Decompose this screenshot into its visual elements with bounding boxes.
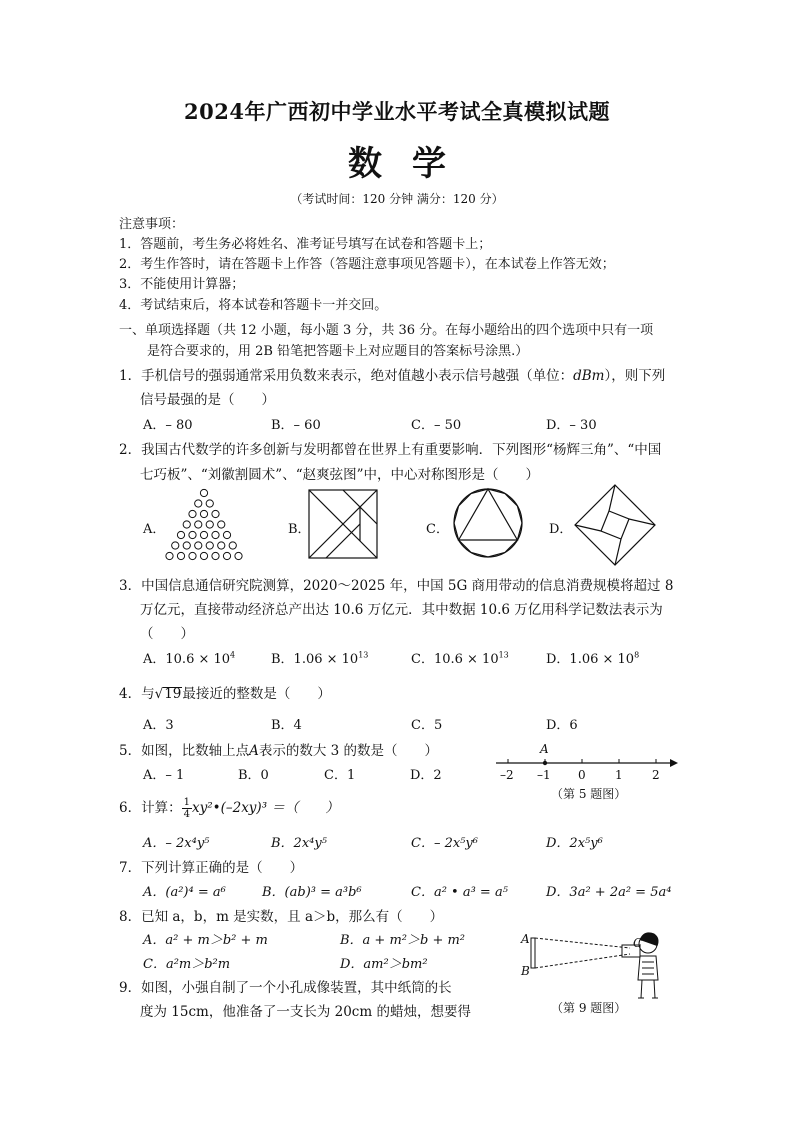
q8-option-c: C．a²m＞b²m — [143, 957, 231, 972]
sqrt-radicand: 19 — [164, 686, 182, 702]
q4-option-a: A．3 — [143, 718, 174, 733]
axis-tick-label: 2 — [652, 768, 660, 782]
question-7: 7．下列计算正确的是（ ） — [119, 860, 304, 876]
figure-9-caption: （第 9 题图） — [551, 1001, 627, 1015]
note-item-4: 4．考试结束后，将本试卷和答题卡一并交回。 — [119, 298, 388, 313]
q3-option-d: D．$1.06 \times 10^8$ — [546, 650, 640, 667]
figure-5-caption: （第 5 题图） — [551, 787, 627, 801]
triangle-dot — [218, 521, 225, 528]
question-4: 4．与√19最接近的整数是（ ） — [119, 686, 331, 702]
q2-label-a: A． — [143, 522, 166, 537]
fraction: $\frac{1}{4}$ — [183, 797, 190, 820]
figure-9-label-a: A — [521, 932, 530, 946]
note-item-3: 3．不能使用计算器； — [119, 277, 245, 292]
q4-option-b: B．4 — [271, 718, 302, 733]
triangle-dot — [206, 500, 213, 507]
q5-option-a: A．– 1 — [143, 768, 185, 783]
triangle-dot — [212, 552, 219, 559]
triangle-dot — [189, 531, 196, 538]
q8-option-a: A．a² + m＞b² + m — [143, 933, 268, 948]
axis-tick-label: –2 — [500, 768, 514, 782]
q7-option-c: C．a² • a³ = a⁵ — [411, 885, 508, 900]
note-item-1: 1．答题前，考生务必将姓名、准考证号填写在试卷和答题卡上； — [119, 237, 492, 252]
question-5: 5．如图，比数轴上点A表示的数大 3 的数是（ ） — [119, 743, 439, 759]
triangle-dot — [200, 510, 207, 517]
q6-option-b: B．2x⁴y⁵ — [271, 836, 327, 851]
liuhui-circle-figure — [452, 487, 524, 559]
q3-option-b: B．$1.06 \times 10^{13}$ — [271, 650, 369, 667]
triangle-dot — [212, 510, 219, 517]
question-9-cont: 度为 15cm，他准备了一支长为 20cm 的蜡烛，想要得 — [140, 1004, 471, 1020]
q6-option-c: C．– 2x⁵y⁶ — [411, 836, 478, 851]
question-9: 9．如图，小强自制了一个小孔成像装置，其中纸筒的长 — [119, 980, 452, 996]
triangle-dot — [195, 500, 202, 507]
exam-info: （考试时间：120 分钟 满分：120 分） — [290, 192, 504, 206]
pinhole-camera-figure — [518, 928, 668, 1003]
q6-option-a: A．– 2x⁴y⁵ — [143, 836, 210, 851]
axis-tick-label: 0 — [578, 768, 586, 782]
triangle-dot — [177, 531, 184, 538]
q4-option-d: D．6 — [546, 718, 578, 733]
q7-option-d: D．3a² + 2a² = 5a⁴ — [546, 885, 672, 900]
triangle-dot — [200, 531, 207, 538]
q8-option-d: D．am²＞bm² — [340, 957, 428, 972]
triangle-dot — [223, 531, 230, 538]
q4-option-c: C．5 — [411, 718, 443, 733]
notes-heading: 注意事项： — [119, 217, 185, 232]
triangle-dot — [206, 521, 213, 528]
q5-option-b: B．0 — [238, 768, 269, 783]
triangle-dot — [235, 552, 242, 559]
note-item-2: 2．考生作答时，请在答题卡上作答（答题注意事项见答题卡），在本试卷上作答无效； — [119, 257, 615, 272]
figure-9-label-c: C — [633, 936, 643, 950]
question-3-cont: 万亿元，直接带动经济总产出达 10.6 万亿元．其中数据 10.6 万亿用科学记数法表示为 — [140, 602, 663, 618]
triangle-dot — [195, 521, 202, 528]
triangle-dot — [166, 552, 173, 559]
question-3: 3．中国信息通信研究院测算，2020～2025 年，中国 5G 商用带动的信息消费规模将超过 8 — [119, 578, 674, 594]
q1-option-a: A．– 80 — [143, 418, 193, 433]
question-3-cont2: （ ） — [140, 626, 194, 642]
q2-label-d: D． — [549, 522, 573, 537]
question-2: 2．我国古代数学的许多创新与发明都曾在世界上有重要影响．下列图形“杨辉三角”、“中国 — [119, 442, 662, 458]
section-heading-cont: 是符合要求的，用 2B 铅笔把答题卡上对应题目的答案标号涂黑.） — [147, 344, 529, 359]
triangle-dot — [212, 531, 219, 538]
q5-option-c: C．1 — [324, 768, 356, 783]
triangle-dot — [183, 521, 190, 528]
triangle-dot — [195, 542, 202, 549]
yanghui-triangle-figure — [162, 488, 246, 560]
question-1-cont: 信号最强的是（ ） — [140, 392, 275, 408]
subject-title: 数学 — [348, 144, 476, 184]
triangle-dot — [218, 542, 225, 549]
q1-option-b: B．– 60 — [271, 418, 321, 433]
triangle-dot — [223, 552, 230, 559]
triangle-dot — [229, 542, 236, 549]
triangle-dot — [200, 489, 207, 496]
tangram-figure — [308, 489, 378, 559]
axis-tick-label: 1 — [615, 768, 623, 782]
page-title: 2024年广西初中学业水平考试全真模拟试题 — [184, 99, 610, 124]
triangle-dot — [177, 552, 184, 559]
question-1: 1．手机信号的强弱通常采用负数来表示，绝对值越小表示信号越强（单位：dBm），则下列 — [119, 368, 666, 384]
q7-option-b: B．(ab)³ = a³b⁶ — [262, 885, 362, 900]
triangle-dot — [183, 542, 190, 549]
q5-option-d: D．2 — [410, 768, 442, 783]
section-heading: 一、单项选择题（共 12 小题，每小题 3 分，共 36 分。在每小题给出的四个选项中只有一项 — [119, 323, 654, 338]
zhaoshuang-figure — [574, 484, 656, 566]
q7-option-a: A．(a²)⁴ = a⁶ — [143, 885, 226, 900]
axis-tick-label: –1 — [537, 768, 551, 782]
q1-option-d: D．– 30 — [546, 418, 597, 433]
figure-9-label-b: B — [521, 964, 530, 978]
triangle-dot — [189, 552, 196, 559]
q2-label-c: C． — [426, 522, 449, 537]
triangle-dot — [172, 542, 179, 549]
q8-option-b: B．a + m²＞b + m² — [340, 933, 466, 948]
q6-option-d: D．2x⁵y⁶ — [546, 836, 603, 851]
q3-option-c: C．$10.6 \times 10^{13}$ — [411, 650, 509, 667]
question-2-cont: 七巧板”、“刘徽割圆术”、“赵爽弦图”中，中心对称图形是（ ） — [140, 467, 540, 483]
q2-label-b: B． — [288, 522, 311, 537]
triangle-dot — [189, 510, 196, 517]
triangle-dot — [200, 552, 207, 559]
q3-option-a: A．$10.6 \times 10^4$ — [143, 650, 236, 667]
number-line-point-label: A — [540, 742, 549, 756]
triangle-dot — [206, 542, 213, 549]
question-6: 6．计算： $\frac{1}{4}$ xy²•(–2xy)³ ＝（ ） — [119, 797, 339, 820]
q1-option-c: C．– 50 — [411, 418, 462, 433]
question-8: 8．已知 a，b，m 是实数，且 a＞b，那么有（ ） — [119, 909, 444, 925]
